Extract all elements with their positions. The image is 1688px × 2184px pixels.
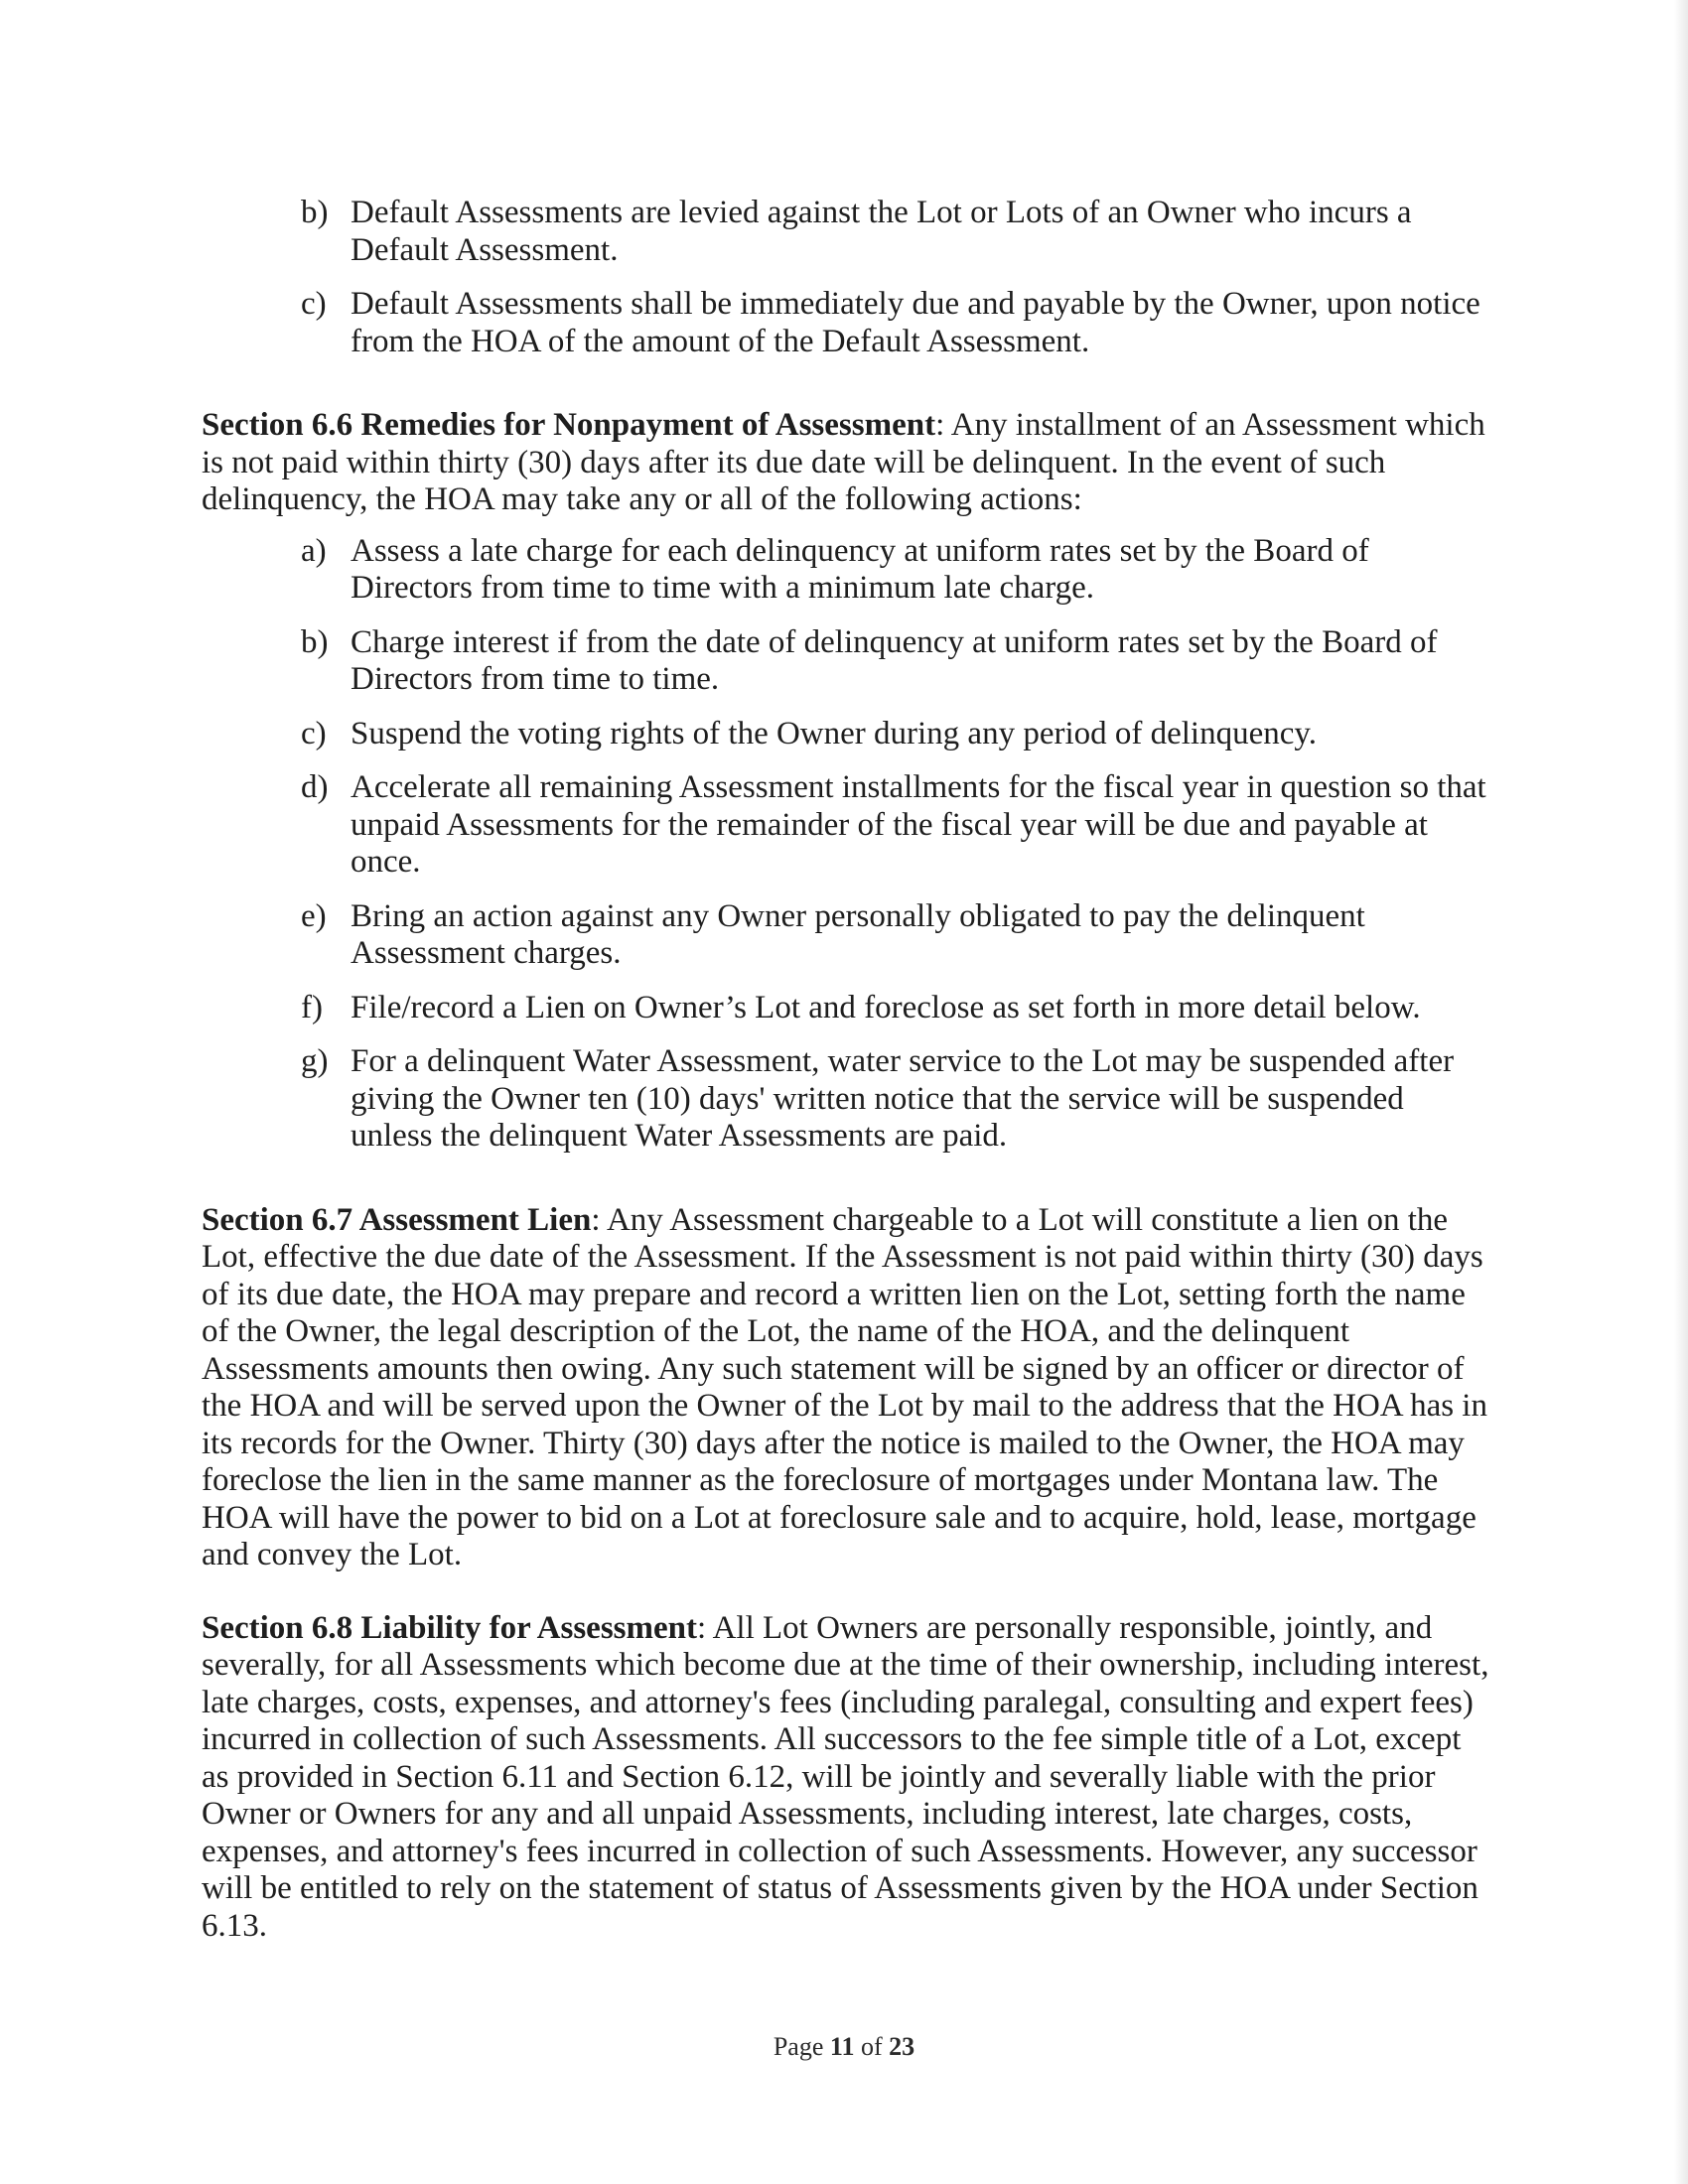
list-item-text: Suspend the voting rights of the Owner during any period of delinquency.	[351, 715, 1318, 751]
list-marker: e)	[301, 897, 327, 934]
list-item	[202, 1043, 1492, 1156]
section-heading: Section 6.7 Assessment Lien	[202, 1201, 592, 1238]
continued-list	[202, 195, 1492, 360]
section-6-8	[202, 1610, 1492, 1946]
list-marker: c)	[301, 286, 327, 322]
list-item	[202, 195, 1492, 269]
footer-of-word: of	[860, 2032, 883, 2061]
section-6-6-intro	[202, 407, 1492, 519]
list-marker: b)	[301, 195, 329, 230]
list-marker: b)	[301, 623, 329, 660]
list-item-text: File/record a Lien on Owner’s Lot and foreclose as set forth in more detail below.	[351, 989, 1421, 1025]
section-body: : Any Assessment chargeable to a Lot will constitute a lien on the Lot, effective the due date of the Assessment. If the Assessment is not paid within thirty (30) days of its due date, the HOA may prepare and record a written lien on the Lot, setting forth the name of the Owner, the legal description of the Lot, the name of the HOA, and the delinquent Assessments amounts then owing. Any such statement will be signed by an officer or director of the HOA and will be served upon the Owner of the Lot by mail to the address that the HOA has in its records for the Owner. Thirty (30) days after the notice is mailed to the Owner, the HOA may foreclose the lien in the same manner as the foreclosure of mortgages under Montana law. The HOA will have the power to bid on a Lot at foreclosure sale and to acquire, hold, lease, mortgage and convey the Lot.	[202, 1201, 1487, 1572]
document-body	[202, 195, 1492, 1945]
list-item-text: Default Assessments are levied against the Lot or Lots of an Owner who incurs a Default Assessment.	[351, 195, 1412, 268]
list-item	[202, 624, 1492, 699]
list-item	[202, 286, 1492, 360]
footer-page-word: Page	[773, 2032, 824, 2061]
list-marker: a)	[301, 532, 327, 569]
section-6-7	[202, 1202, 1492, 1574]
section-body: : Any installment of an Assessment which is not paid within thirty (30) days after its due date will be delinquent. In the event of such delinquency, the HOA may take any or all of the following actions:	[202, 407, 1485, 517]
list-item-text: Bring an action against any Owner personally obligated to pay the delinquent Assessment charges.	[351, 897, 1365, 971]
list-item	[202, 898, 1492, 973]
list-item	[202, 533, 1492, 608]
list-item-text: Default Assessments shall be immediately due and payable by the Owner, upon notice from the HOA of the amount of the Default Assessment.	[351, 286, 1480, 359]
page-footer	[0, 2032, 1688, 2062]
section-body: : All Lot Owners are personally responsible, jointly, and severally, for all Assessments which become due at the time of their ownership, including interest, late charges, costs, expenses, and attorney's fees (including paralegal, consulting and expert fees) incurred in collection of such Assessments. All successors to the fee simple title of a Lot, except as provided in Section 6.11 and Section 6.12, will be jointly and severally liable with the prior Owner or Owners for any and all unpaid Assessments, including interest, late charges, costs, expenses, and attorney's fees incurred in collection of such Assessments. However, any successor will be entitled to rely on the statement of status of Assessments given by the HOA under Section 6.13.	[202, 1609, 1489, 1944]
footer-total-pages: 23	[889, 2032, 915, 2061]
list-marker: g)	[301, 1043, 329, 1079]
page-edge-shadow	[1674, 0, 1688, 2184]
remedies-list	[202, 533, 1492, 1156]
list-marker: d)	[301, 769, 329, 805]
list-item	[202, 769, 1492, 882]
list-item	[202, 990, 1492, 1027]
list-marker: c)	[301, 715, 327, 751]
list-item-text: For a delinquent Water Assessment, water service to the Lot may be suspended after giving the Owner ten (10) days' written notice that the service will be suspended unless the delinquent Water Assessments are paid.	[351, 1043, 1455, 1154]
section-heading: Section 6.8 Liability for Assessment	[202, 1609, 697, 1646]
list-item-text: Charge interest if from the date of delinquency at uniform rates set by the Board of Directors from time to time.	[351, 623, 1438, 697]
list-item-text: Accelerate all remaining Assessment installments for the fiscal year in question so that unpaid Assessments for the remainder of the fiscal year will be due and payable at once.	[351, 769, 1486, 880]
list-item	[202, 716, 1492, 753]
list-item-text: Assess a late charge for each delinquency at uniform rates set by the Board of Directors from time to time with a minimum late charge.	[351, 532, 1369, 606]
footer-page-number: 11	[829, 2032, 855, 2061]
list-marker: f)	[301, 989, 323, 1025]
section-heading: Section 6.6 Remedies for Nonpayment of Assessment	[202, 407, 936, 443]
